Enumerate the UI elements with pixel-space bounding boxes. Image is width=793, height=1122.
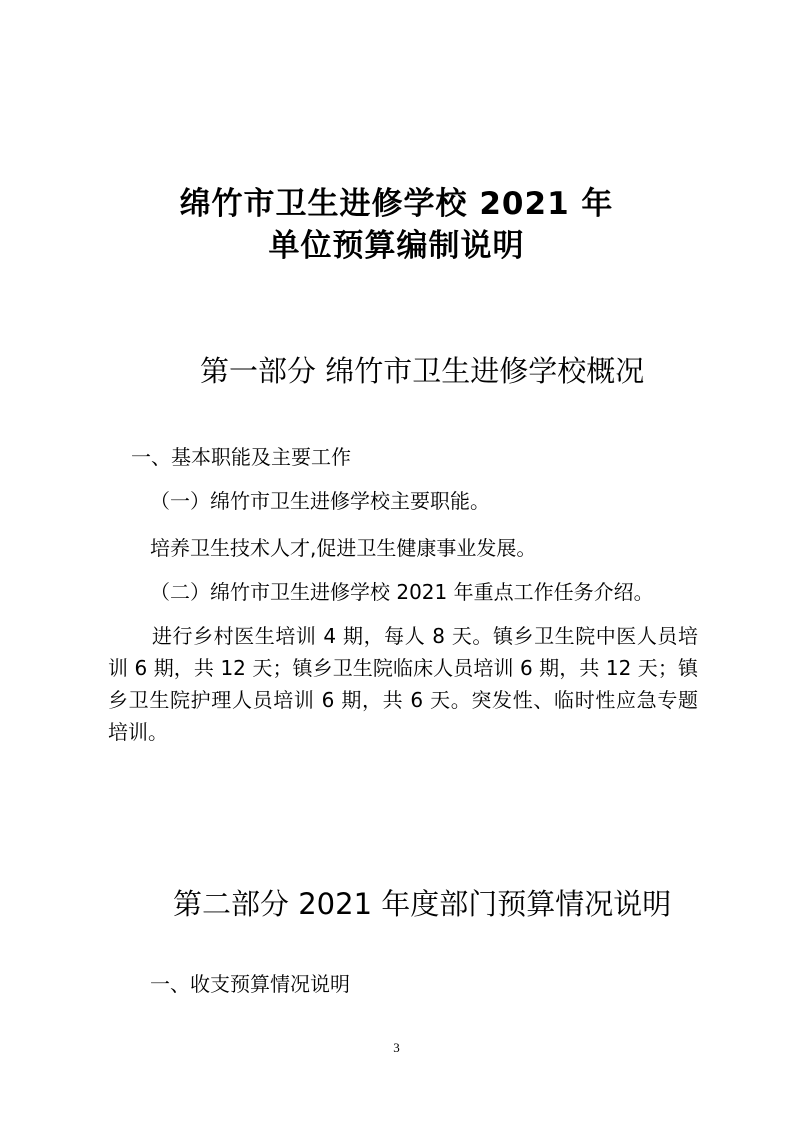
part-1-heading: 第一部分 绵竹市卫生进修学校概况 [200,354,645,388]
part-2-heading: 第二部分 2021 年度部门预算情况说明 [173,887,672,921]
subsection-key-tasks-heading: （二）绵竹市卫生进修学校 2021 年重点工作任务介绍。 [150,580,654,604]
section-basic-functions-heading: 一、基本职能及主要工作 [131,445,351,469]
page-number: 3 [393,1040,400,1055]
main-functions-text: 培养卫生技术人才,促进卫生健康事业发展。 [150,536,537,560]
key-tasks-paragraph: 进行乡村医生培训 4 期，每人 8 天。镇乡卫生院中医人员培训 6 期，共 12 天；镇乡卫生院临床人员培训 6 期，共 12 天；镇乡卫生院护理人员培训 6 期，共 6 天。突发性、临时性应急专题培训。 [108,624,698,744]
document-title-line-2: 单位预算编制说明 [268,228,525,264]
subsection-main-functions-heading: （一）绵竹市卫生进修学校主要职能。 [150,489,490,513]
document-title-line-1: 绵竹市卫生进修学校 2021 年 [179,186,614,222]
section-budget-explanation-heading: 一、收支预算情况说明 [150,972,350,996]
